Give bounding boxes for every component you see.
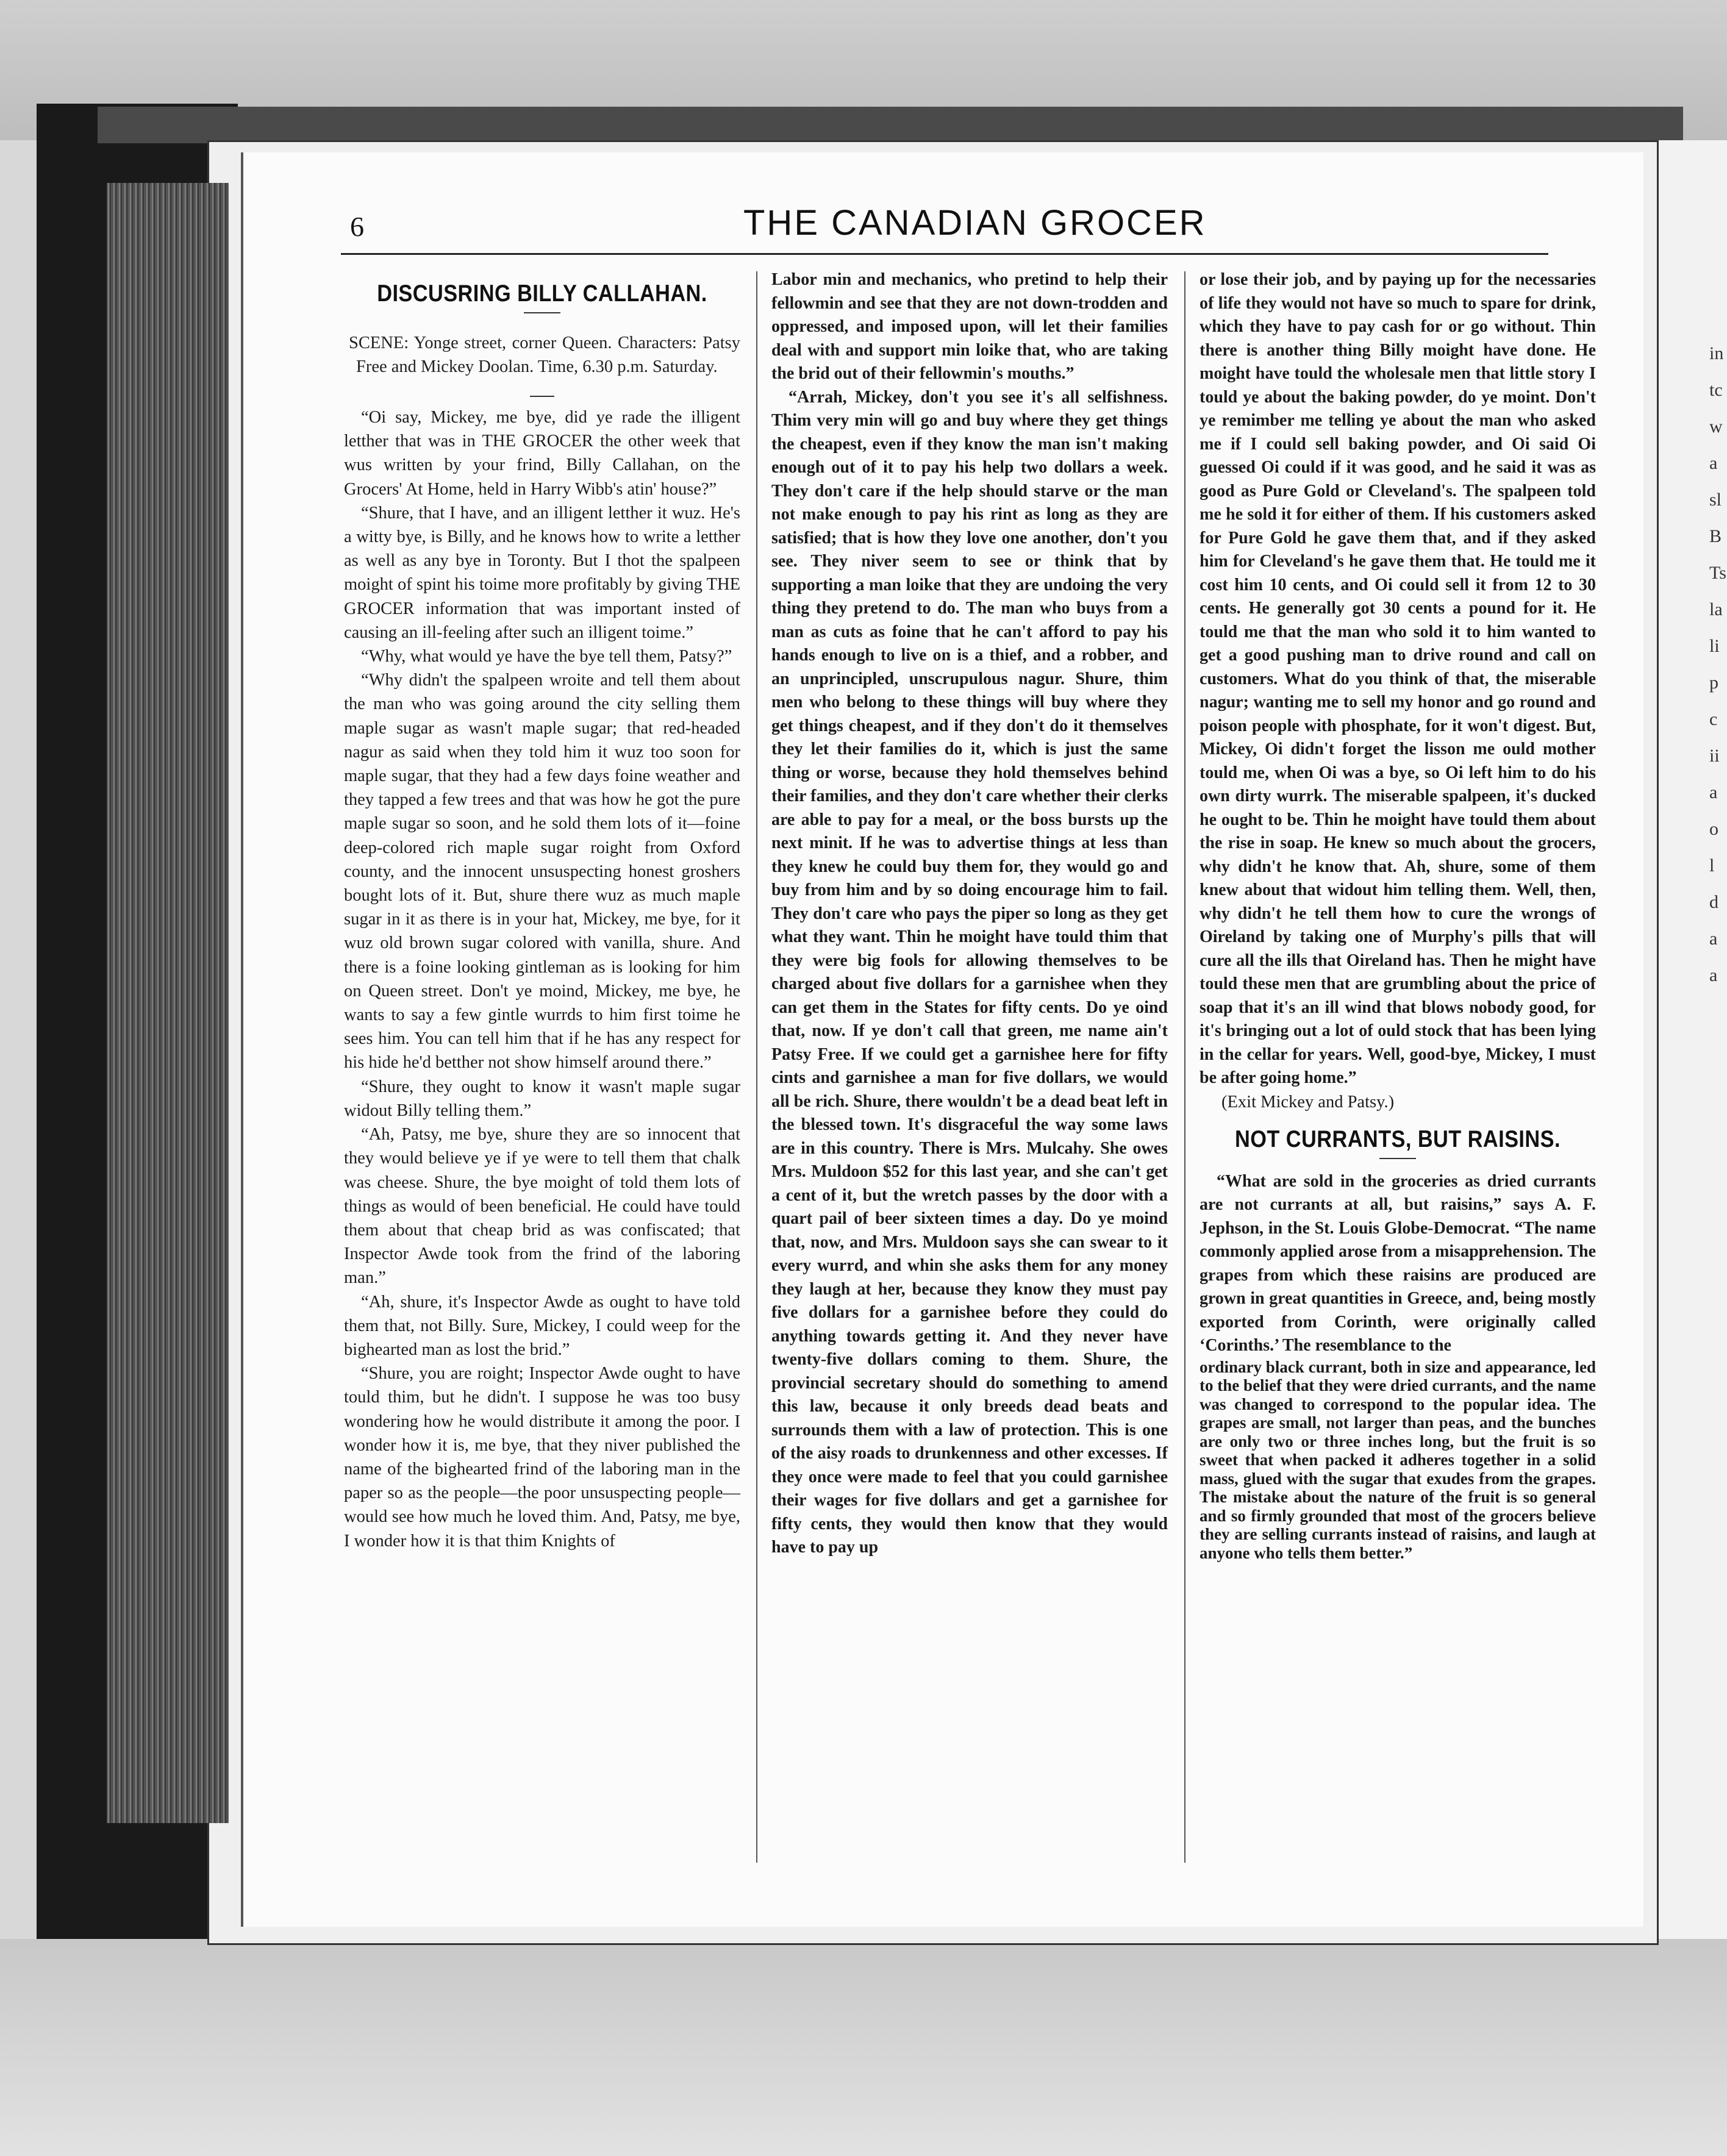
adjacent-page-fragment: a	[1709, 929, 1718, 949]
adjacent-page-fragment: c	[1709, 709, 1718, 729]
adjacent-page-fragment: in	[1709, 343, 1724, 363]
adjacent-page-fragment: Ts	[1709, 563, 1726, 583]
masthead-title: THE CANADIAN GROCER	[743, 203, 1207, 243]
column-divider	[756, 271, 757, 1863]
adjacent-page-fragment: B	[1709, 526, 1722, 546]
paragraph: “Ah, shure, it's Inspector Awde as ought to have told them that, not Billy. Sure, Mickey, I could weep for the bighearted man as lost the brid.”	[344, 1292, 740, 1359]
exit-line: (Exit Mickey and Patsy.)	[1221, 1092, 1395, 1112]
paragraph: “Shure, they ought to know it wasn't maple sugar widout Billy telling them.”	[344, 1077, 740, 1120]
column-divider	[1184, 271, 1185, 1863]
scene-line: SCENE: Yonge street, corner Queen. Characters: Patsy Free and Mickey Doolan. Time, 6.30 p.m. Saturday.	[349, 333, 740, 376]
adjacent-page-fragment: a	[1709, 965, 1718, 985]
newspaper-page	[241, 152, 1643, 1927]
adjacent-page-fragment: a	[1709, 782, 1718, 802]
page-stack-edges	[107, 183, 229, 1823]
column-1	[344, 268, 740, 1553]
paragraph: “Oi say, Mickey, me bye, did ye rade the illigent letther that was in THE GROCER the other week that wus written by your frind, Billy Callahan, on the Grocers' At Home, held in Harry Wibb's atin' house?”	[344, 408, 740, 499]
masthead-rule	[341, 253, 1548, 255]
paragraph: Labor min and mechanics, who pretind to help their fellowmin and see that they are not down-trodden and oppressed, and imposed upon, will let their families deal with and support min loike that, who are taking the brid out of their fellowmin's mouths.”	[771, 270, 1168, 383]
adjacent-page-fragment: li	[1709, 636, 1720, 656]
adjacent-page-fragment: sl	[1709, 490, 1722, 510]
paragraph: “Shure, that I have, and an illigent letther it wuz. He's a witty bye, is Billy, and he knows how to write a letther as well as any bye in Toronty. But I thot the spalpeen moight of spint his toime more profitably by giving THE GROCER information that was important insted of causing an ill-feeling after such an illigent toime.”	[344, 503, 740, 642]
page-number: 6	[350, 211, 364, 242]
paragraph: “What are sold in the groceries as dried currants are not currants at all, but raisins,” says A. F. Jephson, in the St. Louis Globe-Democrat. “The name commonly applied arose from a misapprehension. The grapes from which these raisins are produced are grown in great quantities in Greece, and, being mostly exported from Corinth, were originally called ‘Corinths.’ The resemblance to the	[1200, 1171, 1596, 1355]
scene-rule	[530, 396, 554, 397]
adjacent-page-fragment: ii	[1709, 746, 1720, 766]
adjacent-page-fragment: d	[1709, 892, 1718, 912]
adjacent-page-fragment: tc	[1709, 380, 1723, 400]
column-2	[771, 268, 1168, 1560]
scan-background-bottom	[0, 1939, 1727, 2156]
headline-rule	[1379, 1158, 1416, 1159]
adjacent-page-fragment: w	[1709, 416, 1723, 437]
adjacent-page-fragment: la	[1709, 599, 1723, 619]
paragraph: “Why didn't the spalpeen wroite and tell them about the man who was going around the city selling them maple sugar as wasn't maple sugar; that red-headed nagur as said when they told him it wuz too soon for maple sugar, that they had a few days foine weather and they tapped a few trees and that was how he got the pure maple sugar so soon, and he sold them lots of it—foine deep-colored rich maple sugar roight from Oxford county, and the innocent unsuspecting honest groshers bought lots of it. But, shure there wuz as much maple sugar in it as there is in your hat, Mickey, me bye, for it wuz old brown sugar colored with vanilla, shure. And there is a foine looking gintleman as is looking for him on Queen street. Don't ye moind, Mickey, me bye, he wants to say a few gintle wurrds to him first toime he sees him. You can tell him that if he has any respect for his hide he'd betther not show himself around there.”	[344, 671, 740, 1073]
book-top-rim	[98, 107, 1683, 143]
article-headline: NOT CURRANTS, BUT RAISINS.	[1235, 1126, 1561, 1152]
paragraph: or lose their job, and by paying up for the necessaries of life they would not have so much to spare for drink, which they have to pay cash for or go without. Thin there is another thing Billy moight have done. He moight have tould the wholesale men that little story I tould ye about the baking powder, do ye moint. Don't ye remimber me telling ye about the man who asked me if I could sell baking powder, and Oi said Oi guessed Oi could if it was good, and he said it was as good as Pure Gold or Cleveland's. The spalpeen told me he sold it for either of them. If his customers asked for Pure Gold he gave them that, and if they asked him for Cleveland's he gave them that. He tould me it cost him 10 cents, and Oi could sell it from 12 to 30 cents. He generally got 30 cents a pound for it. He tould me that the man who sold it to him wanted to get a good pushing man to drive round and call on customers. What do you think of that, the miserable nagur; wanting me to sell my honor and go round and poison people with phosphate, for it won't digest. But, Mickey, Oi didn't forget the lisson me ould mother tould me, when Oi was a bye, so Oi left him to do his own dirty wurrk. The miserable spalpeen, it's ducked he ought to be. Thin he moight have tould them about the rise in soap. He knew so much about the grocers, why didn't he know that. Ah, shure, some of them knew about that widout him telling them. Well, then, why didn't he tell them how to cure the wrongs of Oireland by taking one of Murphy's pills that will cure all the ills that Oireland has. Then he might have tould these men that are grumbling about the price of soap that it's an ill wind that blows nobody good, for it's bringing out a lot of ould stock that has been lying in the cellar for years. Well, good-bye, Mickey, I must be after going home.”	[1200, 270, 1596, 1087]
adjacent-page	[1653, 140, 1727, 1939]
paragraph: “Ah, Patsy, me bye, shure they are so innocent that they would believe ye if ye were to tell them that chalk was cheese. Shure, the bye moight of told them lots of things as would of been beneficial. He could have tould them about that cheap brid as was confiscated; that Inspector Awde took from the frind of the laboring man.”	[344, 1125, 740, 1288]
adjacent-page-fragment: p	[1709, 673, 1718, 693]
paragraph: “Why, what would ye have the bye tell them, Patsy?”	[361, 647, 732, 666]
adjacent-page-fragment: o	[1709, 819, 1718, 839]
column-3	[1200, 268, 1596, 1562]
adjacent-page-fragment: a	[1709, 453, 1718, 473]
headline-rule	[524, 312, 560, 313]
article-headline: DISCUSRING BILLY CALLAHAN.	[377, 280, 707, 307]
paragraph: ordinary black currant, both in size and appearance, led to the belief that they were dried currants, and the name was changed to correspond to the popular idea. The grapes are small, not larger than peas, and the bunches are only two or three inches long, but the fruit is so sweet that when packed it adheres together in a solid mass, glued with the sugar that exudes from the grapes. The mistake about the nature of the fruit is so general and so firmly grounded that most of the grocers believe they are selling currants instead of raisins, and laugh at anyone who tells them better.”	[1200, 1357, 1596, 1562]
adjacent-page-fragment: l	[1709, 855, 1715, 876]
paragraph: “Shure, you are roight; Inspector Awde ought to have tould thim, but he didn't. I suppose he was too busy wondering how he would distribute it among the poor. I wonder how it is, me bye, that they niver published the name of the bighearted frind of the laboring man in the paper so as the people—the poor unsuspecting people—would see how much he loved thim. And, Patsy, me bye, I wonder how it is that thim Knights of	[344, 1364, 740, 1551]
paragraph: “Arrah, Mickey, don't you see it's all selfishness. Thim very min will go and buy where they get things the cheapest, even if they know the man isn't making enough out of it to pay his help two dollars a week. They don't care if the help should starve or the man not make enough to pay his rint as long as they are satisfied; that is how they love one another, don't you see. They niver seem to see or think that by supporting a man loike that they are undoing the very thing they pretend to do. The man who buys from a man as cuts as foine that he can't afford to pay his hands enough to live on is a thief, and a robber, and an unprincipled, unscrupulous nagur. Shure, thim men who belong to these things will buy where they get things cheapest, and if they don't do it themselves they let their families do it, which is just the same thing or worse, because they hold themselves behind their families, and they don't care whether their clerks are able to pay for a meal, or the boss bursts up the next minit. If he was to advertise things at less than they knew he could buy them for, they would go and buy from him and by so doing encourage him to fail. They don't care who pays the piper so long as they get what they want. Thin he moight have tould thim that they were big fools for allowing themselves to be charged about five dollars for a garnishee when they can get them in the States for fifty cents. Do ye oind that, now. If ye don't call that green, me name ain't Patsy Free. If we could get a garnishee here for fifty cints and garnishee a man for five dollars, we would all be rich. Shure, there wouldn't be a dead beat left in the blessed town. It's disgraceful the way some laws are in this country. There is Mrs. Mulcahy. She owes Mrs. Muldoon $52 for this last year, and she can't get a cent of it, but the wretch passes by the door with a quart pail of beer sixteen times a day. Do ye moind that, now, and Mrs. Muldoon says she can swear to it every wurrd, and whin she asks them for any money they laugh at her, because they know they must pay five dollars for a garnishee before they could do anything towards getting it. And they never have twenty-five dollars coming to them. Shure, the provincial secretary should do something to amend this law, because it only breeds dead beats and surrounds them with a law of protection. This is one of the aisy roads to drunkenness and other excesses. If they once were made to feel that you could garnishee their wages for five dollars and get a garnishee for fifty cents, they would then know that they would have to pay up	[771, 387, 1168, 1557]
